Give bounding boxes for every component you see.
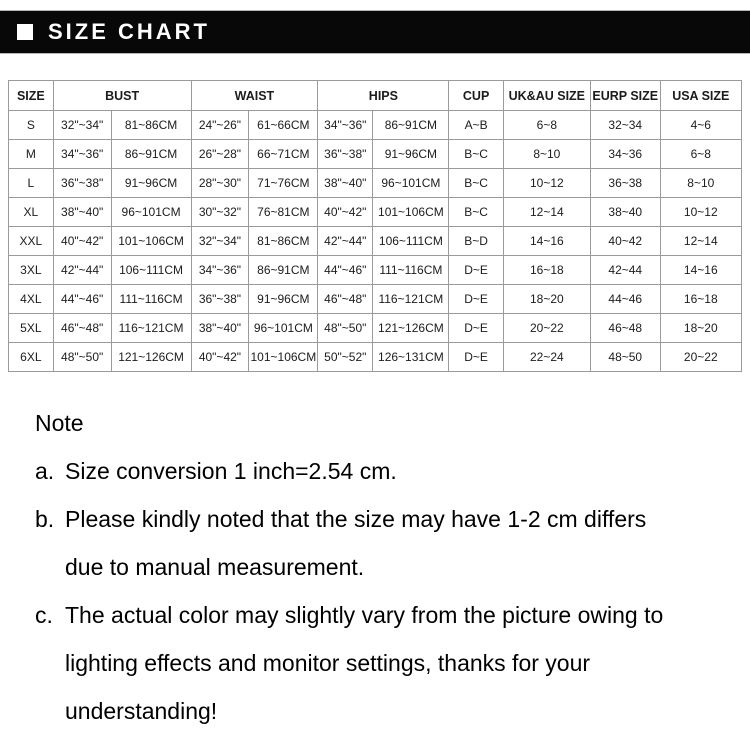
table-cell: 32"~34" xyxy=(191,227,249,256)
table-cell: 34~36 xyxy=(590,140,660,169)
table-cell: 46"~48" xyxy=(318,285,373,314)
table-cell: B~C xyxy=(449,140,503,169)
size-cell: M xyxy=(9,140,54,169)
note-line: due to manual measurement. xyxy=(65,554,365,580)
table-cell: 101~106CM xyxy=(373,198,449,227)
table-cell: 16~18 xyxy=(503,256,590,285)
note-line: The actual color may slightly vary from the picture owing to xyxy=(65,602,664,628)
table-cell: 91~96CM xyxy=(111,169,191,198)
table-cell: 14~16 xyxy=(503,227,590,256)
table-cell: 48~50 xyxy=(590,343,660,372)
table-cell: 106~111CM xyxy=(111,256,191,285)
table-cell: 18~20 xyxy=(503,285,590,314)
column-header-eurp-size: EURP SIZE xyxy=(590,81,660,111)
table-cell: 8~10 xyxy=(660,169,741,198)
table-cell: 36"~38" xyxy=(191,285,249,314)
size-chart-table xyxy=(8,80,742,372)
table-cell: 116~121CM xyxy=(111,314,191,343)
table-cell: 126~131CM xyxy=(373,343,449,372)
table-cell: 42"~44" xyxy=(318,227,373,256)
table-cell: 36"~38" xyxy=(53,169,111,198)
table-row-3xl xyxy=(9,256,742,285)
table-cell: 32"~34" xyxy=(53,111,111,140)
note-item-b xyxy=(35,495,750,591)
table-cell: 38"~40" xyxy=(53,198,111,227)
table-cell: D~E xyxy=(449,314,503,343)
table-cell: 40"~42" xyxy=(53,227,111,256)
table-cell: 26"~28" xyxy=(191,140,249,169)
table-cell: 40~42 xyxy=(590,227,660,256)
table-cell: 34"~36" xyxy=(53,140,111,169)
table-cell: 40"~42" xyxy=(191,343,249,372)
table-row-4xl xyxy=(9,285,742,314)
note-line: Please kindly noted that the size may have 1-2 cm differs xyxy=(65,506,647,532)
table-cell: 121~126CM xyxy=(111,343,191,372)
size-cell: 5XL xyxy=(9,314,54,343)
table-cell: 10~12 xyxy=(503,169,590,198)
table-cell: 24"~26" xyxy=(191,111,249,140)
size-cell: S xyxy=(9,111,54,140)
note-marker: a. xyxy=(35,458,55,484)
notes-section xyxy=(35,399,750,735)
table-cell: 116~121CM xyxy=(373,285,449,314)
table-cell: 48"~50" xyxy=(318,314,373,343)
note-marker: b. xyxy=(35,506,55,532)
table-cell: 86~91CM xyxy=(249,256,318,285)
table-cell: 101~106CM xyxy=(111,227,191,256)
table-row-l xyxy=(9,169,742,198)
table-cell: 121~126CM xyxy=(373,314,449,343)
size-cell: L xyxy=(9,169,54,198)
table-cell: 96~101CM xyxy=(373,169,449,198)
table-cell: 8~10 xyxy=(503,140,590,169)
table-cell: 6~8 xyxy=(503,111,590,140)
size-cell: XL xyxy=(9,198,54,227)
table-cell: 81~86CM xyxy=(249,227,318,256)
table-cell: 66~71CM xyxy=(249,140,318,169)
table-cell: 36"~38" xyxy=(318,140,373,169)
note-line: understanding! xyxy=(65,698,218,724)
square-bullet-icon xyxy=(17,24,33,40)
table-cell: 42"~44" xyxy=(53,256,111,285)
table-cell: 86~91CM xyxy=(111,140,191,169)
table-row-5xl xyxy=(9,314,742,343)
note-text xyxy=(65,495,646,591)
table-cell: D~E xyxy=(449,343,503,372)
column-header-cup: CUP xyxy=(449,81,503,111)
table-cell: 48"~50" xyxy=(53,343,111,372)
table-cell: 40"~42" xyxy=(318,198,373,227)
notes-title: Note xyxy=(35,410,84,436)
table-cell: 4~6 xyxy=(660,111,741,140)
table-row-m xyxy=(9,140,742,169)
note-marker: c. xyxy=(35,602,53,628)
table-cell: 106~111CM xyxy=(373,227,449,256)
table-cell: 86~91CM xyxy=(373,111,449,140)
table-cell: 16~18 xyxy=(660,285,741,314)
table-cell: D~E xyxy=(449,285,503,314)
table-cell: 71~76CM xyxy=(249,169,318,198)
size-cell: 6XL xyxy=(9,343,54,372)
table-cell: 36~38 xyxy=(590,169,660,198)
size-cell: 3XL xyxy=(9,256,54,285)
table-cell: 20~22 xyxy=(503,314,590,343)
column-header-size: SIZE xyxy=(9,81,54,111)
note-text xyxy=(65,591,663,735)
note-line: lighting effects and monitor settings, thanks for your xyxy=(65,650,591,676)
table-cell: 46~48 xyxy=(590,314,660,343)
table-row-6xl xyxy=(9,343,742,372)
table-cell: 20~22 xyxy=(660,343,741,372)
table-cell: 34"~36" xyxy=(191,256,249,285)
table-cell: 42~44 xyxy=(590,256,660,285)
title-bar xyxy=(0,10,750,54)
table-cell: 96~101CM xyxy=(111,198,191,227)
table-cell: B~C xyxy=(449,198,503,227)
table-cell: 50"~52" xyxy=(318,343,373,372)
table-cell: 12~14 xyxy=(503,198,590,227)
table-cell: 46"~48" xyxy=(53,314,111,343)
table-header-row xyxy=(9,81,742,111)
size-cell: XXL xyxy=(9,227,54,256)
table-cell: 30"~32" xyxy=(191,198,249,227)
table-cell: 44~46 xyxy=(590,285,660,314)
table-cell: 76~81CM xyxy=(249,198,318,227)
page-title: SIZE CHART xyxy=(48,19,210,44)
column-header-bust: BUST xyxy=(53,81,191,111)
table-cell: 38"~40" xyxy=(191,314,249,343)
table-cell: 44"~46" xyxy=(318,256,373,285)
column-header-waist: WAIST xyxy=(191,81,318,111)
note-line: Size conversion 1 inch=2.54 cm. xyxy=(65,458,397,484)
table-row-s xyxy=(9,111,742,140)
size-cell: 4XL xyxy=(9,285,54,314)
table-cell: A~B xyxy=(449,111,503,140)
table-cell: D~E xyxy=(449,256,503,285)
table-cell: 18~20 xyxy=(660,314,741,343)
table-cell: 111~116CM xyxy=(111,285,191,314)
column-header-hips: HIPS xyxy=(318,81,449,111)
table-cell: 28"~30" xyxy=(191,169,249,198)
column-header-uk-au-size: UK&AU SIZE xyxy=(503,81,590,111)
table-cell: B~C xyxy=(449,169,503,198)
table-cell: 32~34 xyxy=(590,111,660,140)
table-cell: 111~116CM xyxy=(373,256,449,285)
table-cell: 38"~40" xyxy=(318,169,373,198)
table-cell: 6~8 xyxy=(660,140,741,169)
note-item-a xyxy=(35,447,750,495)
table-cell: 81~86CM xyxy=(111,111,191,140)
table-cell: 22~24 xyxy=(503,343,590,372)
table-cell: 91~96CM xyxy=(373,140,449,169)
note-text xyxy=(65,447,397,495)
table-cell: 12~14 xyxy=(660,227,741,256)
table-cell: 61~66CM xyxy=(249,111,318,140)
table-cell: 96~101CM xyxy=(249,314,318,343)
table-cell: B~D xyxy=(449,227,503,256)
column-header-usa-size: USA SIZE xyxy=(660,81,741,111)
table-cell: 38~40 xyxy=(590,198,660,227)
table-row-xl xyxy=(9,198,742,227)
note-item-c xyxy=(35,591,750,735)
table-cell: 14~16 xyxy=(660,256,741,285)
table-cell: 91~96CM xyxy=(249,285,318,314)
table-cell: 44"~46" xyxy=(53,285,111,314)
table-row-xxl xyxy=(9,227,742,256)
table-cell: 10~12 xyxy=(660,198,741,227)
table-cell: 34"~36" xyxy=(318,111,373,140)
table-cell: 101~106CM xyxy=(249,343,318,372)
